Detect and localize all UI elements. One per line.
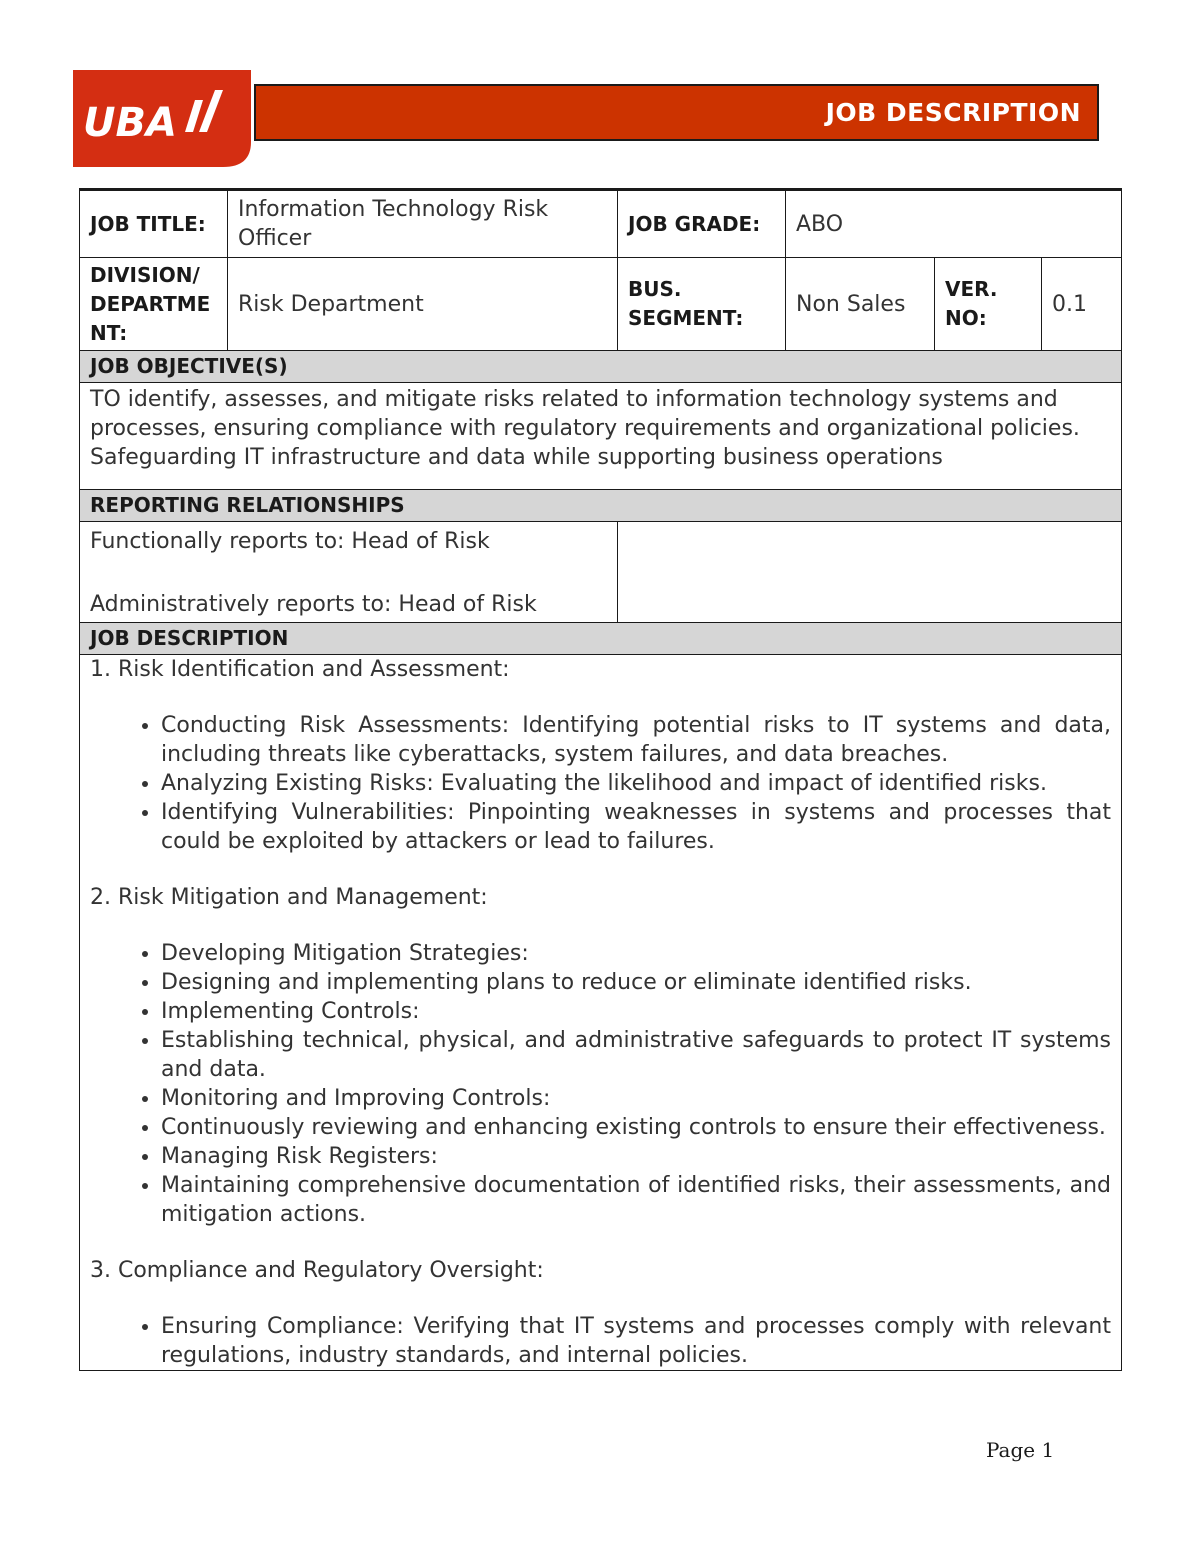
section-list <box>90 939 1111 1229</box>
page-number: Page 1 <box>986 1438 1055 1462</box>
document-title: JOB DESCRIPTION <box>825 98 1081 127</box>
segment-label: BUS. SEGMENT: <box>618 258 786 351</box>
division-value: Risk Department <box>228 258 618 351</box>
section-title: 2. Risk Mitigation and Management: <box>90 885 488 910</box>
list-item: • Developing Mitigation Strategies: <box>161 939 1111 968</box>
description-heading: JOB DESCRIPTION <box>80 623 1122 655</box>
version-label: VER. NO: <box>935 258 1042 351</box>
administrative-report: Administratively reports to: Head of Risk <box>90 592 537 617</box>
list-item: • Implementing Controls: <box>161 997 1111 1026</box>
list-item: • Analyzing Existing Risks: Evaluating the likelihood and impact of identified risks. <box>161 769 1111 798</box>
objective-text: TO identify, assesses, and mitigate risks related to information technology systems and processes, ensuring compliance with regulatory requirements and organizational policies. Safeguarding IT infrastructure and data while supporting business operations <box>80 383 1122 490</box>
list-item: • Managing Risk Registers: <box>161 1142 1111 1171</box>
job-grade-value: ABO <box>786 190 1122 258</box>
objective-heading: JOB OBJECTIVE(S) <box>80 351 1122 383</box>
description-body <box>80 655 1122 1371</box>
functional-report: Functionally reports to: Head of Risk <box>90 529 490 554</box>
version-value: 0.1 <box>1042 258 1122 351</box>
job-grade-label: JOB GRADE: <box>618 190 786 258</box>
reporting-blank-cell <box>618 522 1122 623</box>
reporting-heading: REPORTING RELATIONSHIPS <box>80 490 1122 522</box>
section-title: 3. Compliance and Regulatory Oversight: <box>90 1258 544 1283</box>
list-item: • Maintaining comprehensive documentation of identified risks, their assessments, and mitigation actions. <box>161 1171 1111 1229</box>
job-description-table <box>79 188 1122 1371</box>
list-item: • Conducting Risk Assessments: Identifying potential risks to IT systems and data, including threats like cyberattacks, system failures, and data breaches. <box>161 711 1111 769</box>
list-item: • Continuously reviewing and enhancing existing controls to ensure their effectiveness. <box>161 1113 1111 1142</box>
section-list <box>90 1312 1111 1370</box>
job-title-label: JOB TITLE: <box>80 190 228 258</box>
section-title: 1. Risk Identification and Assessment: <box>90 657 510 682</box>
list-item: • Monitoring and Improving Controls: <box>161 1084 1111 1113</box>
list-item: • Establishing technical, physical, and administrative safeguards to protect IT systems and data. <box>161 1026 1111 1084</box>
segment-value: Non Sales <box>786 258 935 351</box>
reporting-lines <box>80 522 618 623</box>
division-label: DIVISION/ DEPARTME NT: <box>80 258 228 351</box>
list-item: • Identifying Vulnerabilities: Pinpointing weaknesses in systems and processes that could be exploited by attackers or lead to failures. <box>161 798 1111 856</box>
title-bar <box>254 84 1099 141</box>
section-list <box>90 711 1111 856</box>
logo-text: UBA <box>83 100 177 146</box>
list-item: • Designing and implementing plans to reduce or eliminate identified risks. <box>161 968 1111 997</box>
list-item: • Ensuring Compliance: Verifying that IT systems and processes comply with relevant regulations, industry standards, and internal policies. <box>161 1312 1111 1370</box>
job-title-value: Information Technology Risk Officer <box>228 190 618 258</box>
uba-logo <box>73 70 251 167</box>
